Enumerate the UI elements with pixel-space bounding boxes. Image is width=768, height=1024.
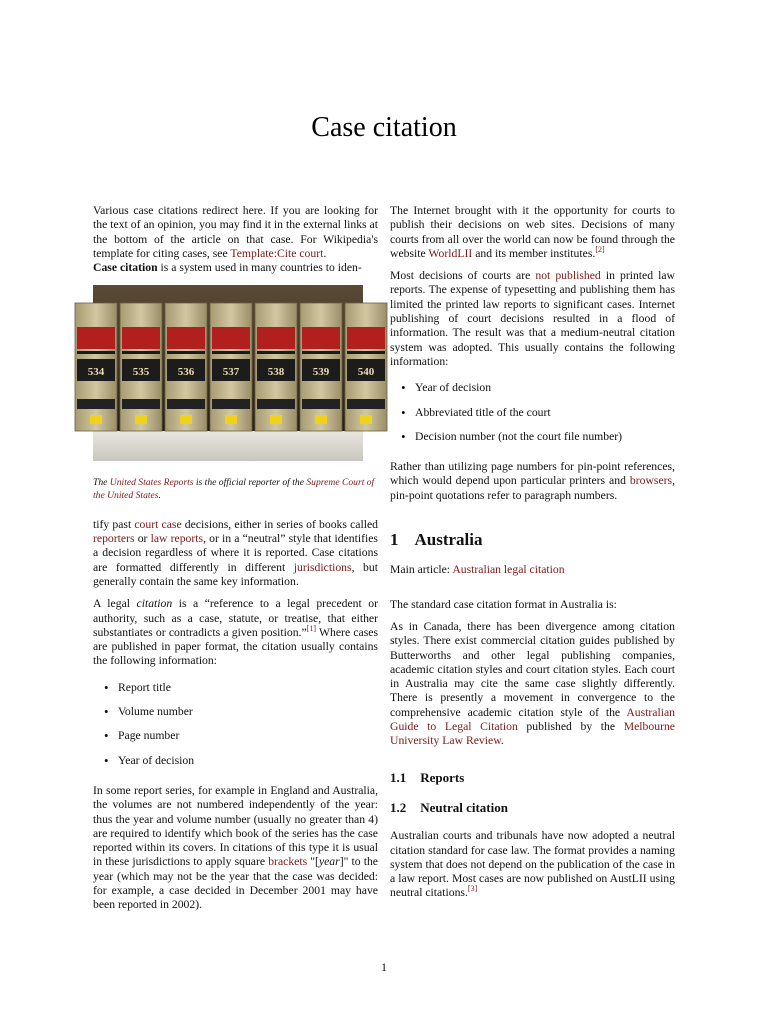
main-article-note <box>390 563 675 577</box>
text: ]" to the year (which may not be the year that the case was decided: for example, a case decided in December 2001 may have been reported in 2002). <box>93 855 378 912</box>
volume-number: 539 <box>312 366 330 379</box>
book-spine <box>210 303 252 431</box>
list-item: • Year of decision <box>415 381 675 395</box>
law-books-image <box>87 285 375 461</box>
body-paragraph <box>390 460 675 503</box>
australian-legal-citation-link[interactable]: Australian legal citation <box>452 563 565 577</box>
text: , pin-point quotations refer to paragraph numbers. <box>390 474 675 502</box>
body-paragraph <box>93 518 378 589</box>
text: or <box>134 532 151 546</box>
body-paragraph <box>390 620 675 749</box>
text: Most decisions of courts are <box>390 269 536 283</box>
us-reports-link[interactable]: United States Reports <box>109 476 194 488</box>
section-heading-neutral-citation <box>390 801 675 815</box>
book-spine <box>120 303 162 431</box>
volume-number: 538 <box>267 366 285 379</box>
footnote-link[interactable]: [1] <box>306 623 316 633</box>
list-item: • Decision number (not the court file number) <box>415 430 675 444</box>
footnote-link[interactable]: [3] <box>467 884 478 894</box>
page-number: 1 <box>381 960 387 974</box>
supreme-court-link[interactable]: Supreme Court of the United States <box>93 476 375 501</box>
list-item: • Year of decision <box>118 754 378 768</box>
text: Rather than utilizing page numbers for pin-point references, which would depend upon particular printers and <box>390 460 675 488</box>
emphasis: citation <box>136 597 173 611</box>
body-paragraph <box>390 204 675 261</box>
list-item: • Volume number <box>118 705 378 719</box>
section-number: 1.1 <box>390 769 407 785</box>
section-heading-australia <box>390 530 675 550</box>
right-column <box>390 204 675 909</box>
text: , but generally contain the same key information. <box>93 560 378 588</box>
figure-caption <box>93 476 378 502</box>
text: , or in a “neutral” style that identifies a decision regardless of where it is reported. Case citations are formatted differently in different <box>93 532 378 574</box>
book-spine <box>300 303 342 431</box>
body-paragraph <box>93 597 378 668</box>
volume-number: 536 <box>177 366 195 379</box>
body-paragraph <box>93 784 378 913</box>
agl-citation-link[interactable]: Australian Guide to Legal Citation <box>390 705 675 734</box>
text: The <box>93 476 110 488</box>
text: The Internet brought with it the opportunity for courts to publish their decisions on web sites. Decisions of many courts from all over the world can now be found through the website <box>390 204 675 260</box>
not-published-link[interactable]: not published <box>535 269 601 283</box>
list-item: • Abbreviated title of the court <box>415 406 675 420</box>
text: As in Canada, there has been divergence among citation styles. There exist commercial citation guides published by Butterworths and other legal publishing companies, academic citation styles and court citation styles. Each court in Australia may cite the same case slightly differently. There is presently a movement in convergence to the comprehensive academic citation style of the <box>390 619 675 719</box>
text: A legal <box>93 597 137 611</box>
jurisdictions-link[interactable]: jurisdictions <box>293 560 352 574</box>
section-title: Reports <box>420 769 465 785</box>
list-item: • Page number <box>118 729 378 743</box>
volume-number: 540 <box>357 366 375 379</box>
book-spine <box>345 303 387 431</box>
text: Various case citations redirect here. If you are looking for the text of an opinion, you may find it in the external links at the bottom of the article on that case. For Wikipedia's template for citing cases, see <box>93 204 378 260</box>
section-number: 1 <box>390 530 399 550</box>
section-title: Neutral citation <box>420 799 508 815</box>
law-reports-link[interactable]: law reports <box>150 532 204 546</box>
worldlii-link[interactable]: WorldLII <box>428 246 473 260</box>
left-column <box>87 204 379 921</box>
section-heading-reports <box>390 771 675 785</box>
brackets-link[interactable]: brackets <box>268 855 308 869</box>
emphasis: year <box>318 855 340 869</box>
template-cite-court-link[interactable]: Template:Cite court <box>230 246 324 260</box>
volume-number: 534 <box>87 366 105 379</box>
body-paragraph <box>390 269 675 369</box>
volume-number: 535 <box>132 366 150 379</box>
text: published by the <box>517 720 624 734</box>
book-spine <box>255 303 297 431</box>
body-paragraph: The standard case citation format in Australia is: <box>390 597 617 611</box>
neutral-info-list <box>390 381 675 444</box>
law-books-figure <box>87 285 378 465</box>
book-spine <box>165 303 207 431</box>
text: . <box>323 246 327 260</box>
section-number: 1.2 <box>390 799 407 815</box>
text: In some report series, for example in England and Australia, the volumes are not numbered independently of the year: thus the year and volume number (usually no greater than 4) are required to identify which book of the series has the case reported within its covers. In citations of this type it is usual in these jurisdictions to apply square <box>93 783 378 869</box>
bold-term: Case citation <box>93 261 158 275</box>
citation-info-list <box>93 681 378 768</box>
hatnote-paragraph <box>93 204 378 275</box>
court-case-link[interactable]: court case <box>134 517 182 531</box>
text: Main article: <box>390 563 453 577</box>
text: tify past <box>93 517 135 531</box>
list-item: • Report title <box>118 681 378 695</box>
book-spine <box>75 303 117 431</box>
mulr-link[interactable]: Melbourne University Law Review <box>390 720 675 748</box>
body-paragraph <box>390 829 675 900</box>
page-title: Case citation <box>311 112 457 143</box>
text: decisions, either in series of books called <box>181 517 379 531</box>
text: Australian courts and tribunals have now adopted a neutral citation standard for case law. The format provides a naming system that does not depend on the publication of the case in a law report. Most cases are now published on AustLII using neutral citations. <box>390 829 675 900</box>
text: is a “reference to a legal precedent or authority, such as a case, statute, or treatise, that either substantiates or contradicts a given position.” <box>93 597 378 639</box>
text: and its member institutes. <box>472 246 596 260</box>
volume-number: 537 <box>222 366 240 379</box>
reporters-link[interactable]: reporters <box>93 532 135 546</box>
text: in printed law reports. The expense of typesetting and publishing them has limited the printed law reports to significant cases. Internet publishing of court decisions resulted in a flood of information. The result was that a medium-neutral citation system was adopted. This usually contains the following information: <box>390 269 675 368</box>
text: is the official reporter of the <box>193 476 307 488</box>
section-title: Australia <box>414 530 483 550</box>
text: is a system used in many countries to iden- <box>157 261 362 275</box>
browsers-link[interactable]: browsers <box>629 474 673 488</box>
text: Where cases are published in paper format, the citation usually contains the following information: <box>93 625 378 668</box>
text: . <box>500 734 504 748</box>
text: "[ <box>307 855 319 869</box>
text: . <box>158 489 161 501</box>
footnote-link[interactable]: [2] <box>595 245 605 254</box>
